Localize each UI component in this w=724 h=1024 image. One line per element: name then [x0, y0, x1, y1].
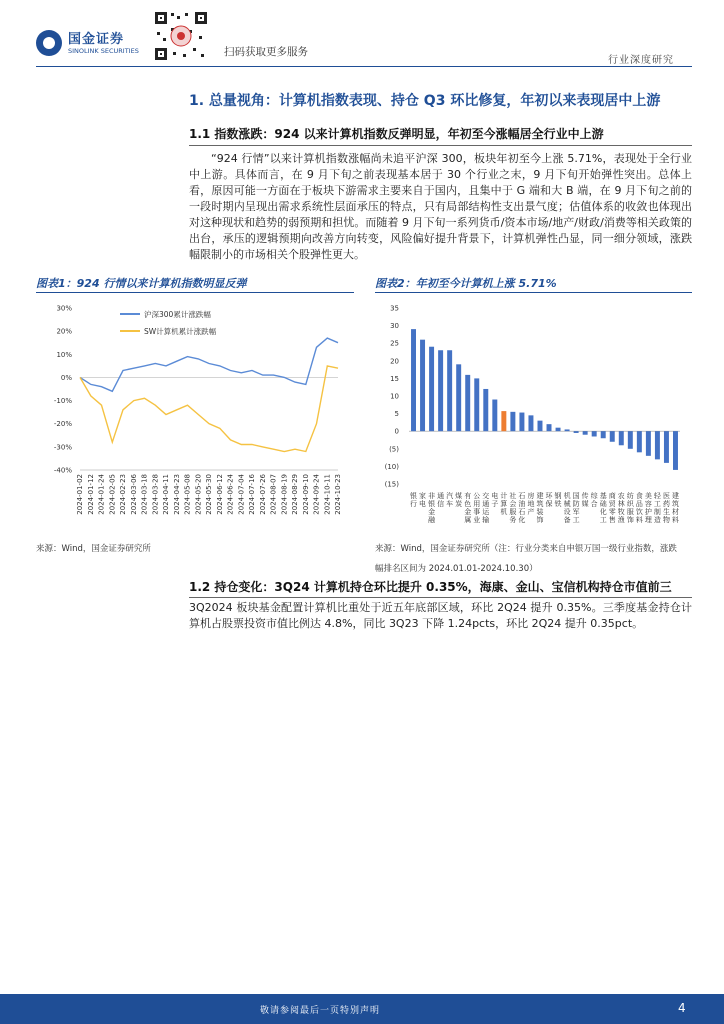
figure-1-title: 图表1：924 行情以来计算机指数明显反弹	[36, 277, 247, 290]
bar	[592, 431, 597, 436]
y-tick-label: 20%	[56, 327, 72, 336]
x-category-label: 社会服务	[509, 492, 517, 524]
logo-text-en: SINOLINK SECURITIES	[68, 46, 139, 55]
x-category-label: 电子	[491, 492, 499, 508]
x-category-label: 美容护理	[644, 492, 652, 524]
x-category-label: 轻工制造	[653, 492, 661, 524]
bar-chart	[375, 296, 692, 536]
legend-label-sw: SW计算机累计涨跌幅	[144, 327, 217, 336]
report-type: 行业深度研究	[608, 55, 674, 66]
x-tick-label: 2024-09-10	[301, 474, 310, 515]
y-tick-label: 35	[390, 304, 399, 313]
legend-label-hs300: 沪深300累计涨跌幅	[144, 310, 211, 319]
qr-code-icon[interactable]	[149, 8, 213, 64]
y-tick-label: (5)	[389, 445, 399, 454]
x-tick-label: 2024-06-24	[226, 474, 235, 515]
x-category-label: 煤炭	[455, 492, 463, 508]
bar	[465, 375, 470, 431]
bar	[420, 340, 425, 432]
x-tick-label: 2024-01-12	[86, 474, 95, 515]
x-tick-label: 2024-03-18	[140, 474, 149, 515]
x-category-label: 食品饮料	[635, 492, 643, 524]
bar	[655, 431, 660, 459]
figure-1-source: 来源：Wind，国金证券研究所	[36, 544, 151, 554]
y-tick-label: 20	[390, 357, 399, 366]
bar	[583, 431, 588, 435]
x-category-label: 建筑材料	[671, 492, 679, 524]
x-tick-label: 2024-03-06	[129, 474, 138, 515]
x-category-label: 传媒	[581, 492, 589, 508]
logo-text-cn: 国金证券	[68, 31, 125, 47]
bar	[628, 431, 633, 449]
x-category-label: 汽车	[446, 492, 454, 508]
bar	[574, 431, 579, 433]
y-tick-label: -20%	[53, 420, 72, 429]
y-tick-label: (15)	[384, 480, 399, 489]
bar	[438, 350, 443, 431]
bar	[537, 421, 542, 432]
bar	[547, 424, 552, 431]
logo-mark-icon	[36, 30, 62, 56]
x-tick-label: 2024-02-05	[108, 474, 117, 515]
figure-2-title-rule	[375, 292, 692, 293]
footer-disclaimer[interactable]: 敬请参阅最后一页特别声明	[260, 1006, 381, 1016]
x-tick-label: 2024-10-11	[323, 474, 332, 515]
qr-caption: 扫码获取更多服务	[224, 46, 308, 58]
x-category-label: 石油石化	[518, 492, 526, 524]
y-tick-label: 25	[390, 339, 399, 348]
header-divider	[36, 66, 692, 67]
bar	[601, 431, 606, 438]
x-tick-label: 2024-08-07	[269, 474, 278, 515]
x-category-label: 银行	[410, 492, 418, 508]
x-tick-label: 2024-07-04	[237, 474, 246, 515]
bar	[565, 429, 570, 431]
x-category-label: 纺织服饰	[626, 492, 634, 524]
hs300-series-line	[80, 338, 338, 391]
bar	[483, 389, 488, 431]
x-category-label: 综合	[590, 492, 598, 508]
x-category-label: 有色金属	[464, 492, 472, 524]
x-category-label: 计算机	[500, 492, 508, 516]
x-category-label: 钢铁	[554, 492, 562, 508]
x-tick-label: 2024-05-20	[194, 474, 203, 515]
x-category-label: 交通运输	[482, 492, 490, 524]
figure-1-title-rule	[36, 292, 354, 293]
x-tick-label: 2024-07-16	[248, 474, 256, 515]
x-tick-label: 2024-03-28	[151, 474, 160, 515]
x-tick-label: 2024-07-26	[258, 474, 267, 515]
x-category-label: 国防军工	[572, 492, 580, 524]
bar	[492, 400, 497, 432]
figure-2-source: 来源：Wind，国金证券研究所（注：行业分类来自申银万国一级行业指数，涨跌 幅排名区间为 2024.01.01-2024.10.30）	[375, 544, 677, 574]
bar	[447, 350, 452, 431]
subsection-2-title: 1.2 持仓变化：3Q24 计算机持仓环比提升 0.35%，海康、金山、宝信机构持仓市值前三	[189, 580, 672, 594]
bar	[528, 415, 533, 431]
bar	[411, 329, 416, 431]
x-tick-label: 2024-10-23	[334, 474, 342, 515]
y-tick-label: -40%	[53, 466, 72, 475]
line-chart	[36, 296, 354, 536]
bar	[637, 431, 642, 452]
figure-2-title: 图表2：年初至今计算机上涨 5.71%	[375, 277, 557, 290]
y-tick-label: -10%	[53, 397, 72, 406]
x-tick-label: 2024-05-08	[183, 474, 192, 515]
x-category-label: 环保	[545, 492, 553, 508]
y-tick-label: 15	[390, 374, 399, 383]
x-category-label: 家电	[419, 492, 427, 508]
y-tick-label: 30%	[56, 304, 72, 313]
y-tick-label: 0	[394, 427, 399, 436]
x-category-label: 基础化工	[599, 492, 607, 524]
x-category-label: 农林牧渔	[617, 492, 625, 524]
x-category-label: 非银金融	[428, 492, 436, 524]
x-tick-label: 2024-08-29	[291, 474, 299, 515]
x-category-label: 建筑装饰	[536, 492, 544, 524]
x-category-label: 商贸零售	[608, 492, 616, 524]
y-tick-label: 5	[394, 410, 399, 419]
section-title: 1. 总量视角：计算机指数表现、持仓 Q3 环比修复，年初以来表现居中上游	[189, 93, 661, 109]
bar	[474, 378, 479, 431]
subsection-2-paragraph: 3Q2024 板块基金配置计算机比重处于近五年底部区域，环比 2Q24 提升 0.35%。三季度基金持仓计算机占股票投资市值比例达 4.8%，同比 3Q23 下降 1.24pcts，环比 2Q24 提升 0.35pct。	[189, 601, 692, 630]
x-category-label: 公用事业	[473, 492, 481, 524]
x-tick-label: 2024-04-11	[162, 474, 170, 515]
y-tick-label: (10)	[384, 462, 399, 471]
x-tick-label: 2024-06-12	[215, 474, 224, 515]
subsection-1-title: 1.1 指数涨跌：924 以来计算机指数反弹明显，年初至今涨幅居全行业中上游	[189, 127, 604, 141]
bar	[673, 431, 678, 470]
x-tick-label: 2024-01-24	[97, 474, 106, 515]
x-tick-label: 2024-01-02	[76, 474, 84, 515]
y-tick-label: -30%	[53, 443, 72, 452]
x-category-label: 医药生物	[662, 492, 670, 524]
x-tick-label: 2024-09-24	[312, 474, 321, 515]
x-tick-label: 2024-02-23	[119, 474, 127, 515]
x-category-label: 机械设备	[563, 492, 571, 524]
bar	[646, 431, 651, 456]
bar	[610, 431, 615, 442]
y-tick-label: 0%	[60, 373, 72, 382]
x-category-label: 房地产	[527, 492, 535, 516]
x-category-label: 通信	[437, 492, 445, 508]
bar	[556, 428, 561, 432]
subsection-1-divider	[189, 145, 692, 146]
bar	[456, 364, 461, 431]
x-tick-label: 2024-04-23	[172, 474, 181, 515]
x-tick-label: 2024-08-19	[280, 474, 289, 515]
subsection-2-divider	[189, 597, 692, 598]
page-number: 4	[678, 1001, 686, 1015]
y-tick-label: 30	[390, 322, 399, 331]
bar	[519, 413, 524, 432]
bar	[429, 347, 434, 431]
y-tick-label: 10%	[56, 350, 72, 359]
bar	[619, 431, 624, 445]
bar-highlight	[501, 411, 506, 431]
x-tick-label: 2024-05-30	[205, 474, 213, 515]
subsection-1-paragraph: “924 行情”以来计算机指数涨幅尚未追平沪深 300，板块年初至今上涨 5.71%，表现处于全行业中上游。具体而言，在 9 月下旬之前表现基本居于 30 个行业之末，9 月下旬开始弹性突出。总体上看，原因可能一方面在于板块下游需求主要来自于国内，且集中于 G 端和大 B 端，在 9 月下旬之前的一段时期内呈现出需求系统性层面承压的特点，只有局部结构性支出景气度；估值体系的收敛也体现出对这种现状和趋势的弱预期和担忧。而随着 9 月下旬一系列货币/资本市场/地产/财政/消费等相关政策的出台，承压的逻辑预期向改善方向转变，风险偏好提升背景下，计算机弹性凸显，同一细分领域，涨跌幅限制小的市场相关个股弹性更大。	[189, 152, 692, 261]
bar	[510, 412, 515, 431]
y-tick-label: 10	[390, 392, 399, 401]
bar	[664, 431, 669, 463]
company-logo	[36, 26, 166, 60]
